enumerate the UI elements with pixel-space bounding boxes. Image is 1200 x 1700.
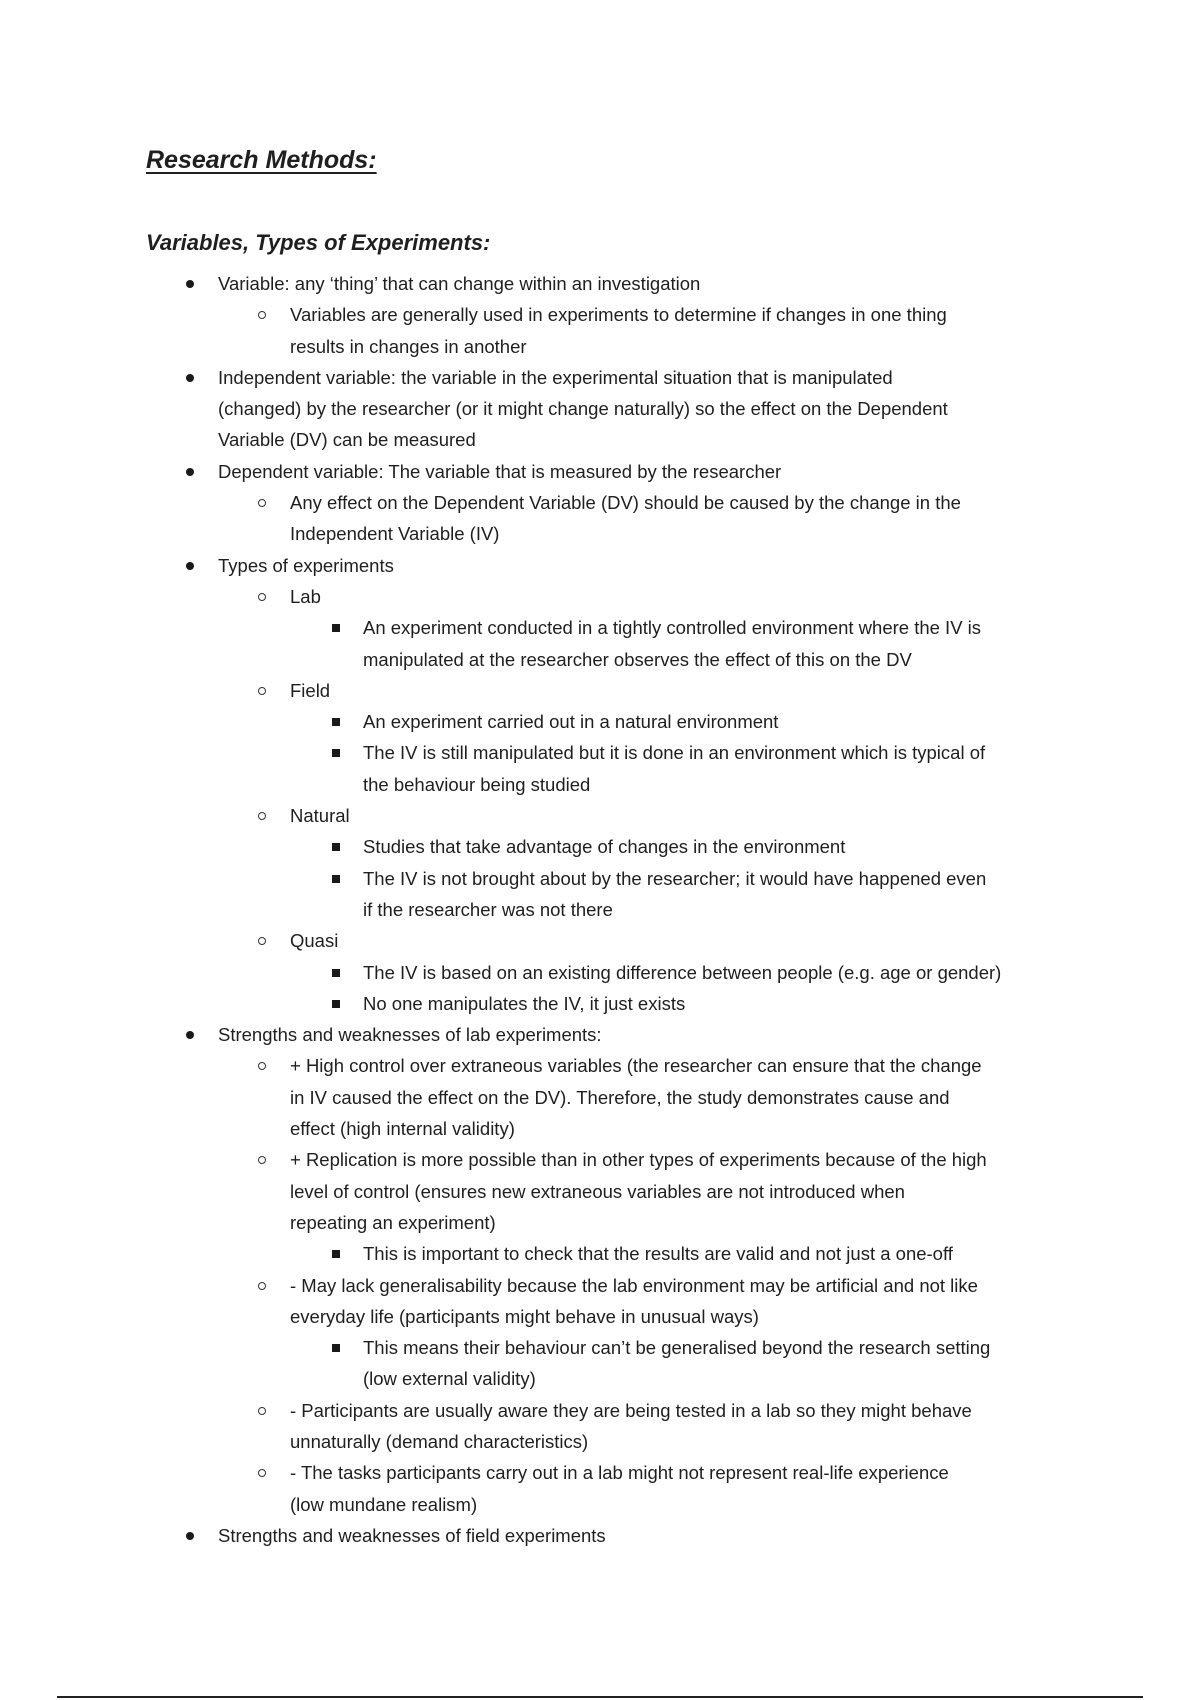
list-item-text: (low external validity) [363,1368,536,1390]
list-item-text: Variable: any ‘thing’ that can change within an investigation [218,273,701,294]
bullet-square-icon [332,969,340,977]
list-item [0,612,1200,643]
bullet-circle-icon [258,937,266,945]
list-item-text: Variables are generally used in experiments to determine if changes in one thing [290,304,947,326]
list-item [0,268,1200,299]
list-item-continuation [0,1207,1200,1238]
list-item-text: Strengths and weaknesses of field experiments [218,1524,606,1546]
list-item-text: The IV is not brought about by the researcher; it would have happened even [363,867,987,889]
list-item-text: Variable (DV) can be measured [218,429,476,451]
list-item-continuation [0,1363,1200,1394]
list-item [0,362,1200,393]
list-item-text: Independent Variable (IV) [290,523,500,545]
list-item-text: Field [290,679,331,701]
list-item [0,1457,1200,1488]
bullet-square-icon [332,1000,340,1008]
list-item-text: unnaturally (demand characteristics) [290,1430,589,1452]
bullet-circle-icon [258,1062,266,1070]
bullet-circle-icon [258,1282,266,1290]
list-item [0,1332,1200,1363]
list-item-text: Natural [290,805,350,827]
list-item-text: No one manipulates the IV, it just exists [363,992,686,1014]
bullet-square-icon [332,1250,340,1258]
list-item [0,800,1200,831]
list-item-text: Independent variable: the variable in the experimental situation that is manipulated [218,366,893,388]
list-item-text: + High control over extraneous variables (the researcher can ensure that the change [290,1055,982,1077]
list-item-text: This means their behaviour can’t be generalised beyond the research setting [363,1337,991,1359]
bullet-square-icon [332,843,340,851]
list-item-text: - Participants are usually aware they are being tested in a lab so they might behave [290,1399,972,1421]
section-heading: Variables, Types of Experiments: [146,230,491,255]
list-item-continuation [0,644,1200,675]
list-item [0,550,1200,581]
list-item-continuation [0,769,1200,800]
list-item-continuation [0,894,1200,925]
bullet-circle-icon [258,812,266,820]
list-item-continuation [0,331,1200,362]
list-item-text: level of control (ensures new extraneous variables are not introduced when [290,1180,905,1202]
list-item-continuation [0,1113,1200,1144]
bullet-disc-icon [186,280,194,288]
list-item [0,925,1200,956]
list-item-text: An experiment carried out in a natural environment [363,711,779,733]
bullet-square-icon [332,718,340,726]
list-item-text: Any effect on the Dependent Variable (DV) should be caused by the change in the [290,492,961,514]
list-item-text: effect (high internal validity) [290,1118,515,1140]
list-item-text: Types of experiments [218,554,394,576]
list-item [0,456,1200,487]
bullet-circle-icon [258,1469,266,1477]
bullet-disc-icon [186,1031,194,1039]
list-item-text: results in changes in another [290,335,527,357]
list-item [0,581,1200,612]
list-item-text: This is important to check that the results are valid and not just a one-off [363,1243,953,1265]
list-item-continuation [0,393,1200,424]
list-item-continuation [0,1489,1200,1520]
list-item [0,1144,1200,1175]
list-item [0,1520,1200,1551]
page-title: Research Methods: [146,146,377,174]
list-item [0,1270,1200,1301]
list-item-text: Lab [290,585,321,607]
list-item [0,737,1200,768]
list-item [0,675,1200,706]
list-item [0,706,1200,737]
bullet-disc-icon [186,374,194,382]
list-item-text: + Replication is more possible than in other types of experiments because of the high [290,1149,987,1171]
bullet-circle-icon [258,1407,266,1415]
list-item [0,487,1200,518]
list-item [0,1238,1200,1269]
list-item-text: The IV is based on an existing difference between people (e.g. age or gender) [363,961,1002,983]
list-item-text: the behaviour being studied [363,773,591,795]
bullet-square-icon [332,1344,340,1352]
bullet-disc-icon [186,1532,194,1540]
list-item [0,831,1200,862]
list-item-text: The IV is still manipulated but it is done in an environment which is typical of [363,742,986,764]
list-item-text: repeating an experiment) [290,1211,496,1233]
bullet-list [0,268,1200,1551]
list-item-text: Strengths and weaknesses of lab experiments: [218,1024,602,1046]
list-item-continuation [0,424,1200,455]
list-item-text: manipulated at the researcher observes the effect of this on the DV [363,648,912,670]
list-item-text: (low mundane realism) [290,1493,478,1515]
list-item-text: Dependent variable: The variable that is measured by the researcher [218,460,782,482]
list-item-continuation [0,518,1200,549]
list-item-text: everyday life (participants might behave in unusual ways) [290,1305,759,1327]
list-item [0,1395,1200,1426]
list-item [0,1050,1200,1081]
list-item-text: if the researcher was not there [363,898,613,920]
bullet-circle-icon [258,499,266,507]
list-item [0,988,1200,1019]
footer-rule [57,1696,1143,1698]
list-item-continuation [0,1301,1200,1332]
list-item-text: - The tasks participants carry out in a lab might not represent real-life experience [290,1462,949,1484]
bullet-circle-icon [258,311,266,319]
list-item-text: An experiment conducted in a tightly controlled environment where the IV is [363,617,982,639]
bullet-circle-icon [258,1156,266,1164]
bullet-square-icon [332,749,340,757]
bullet-disc-icon [186,468,194,476]
list-item-continuation [0,1426,1200,1457]
list-item [0,863,1200,894]
bullet-square-icon [332,875,340,883]
list-item-text: (changed) by the researcher (or it might change naturally) so the effect on the Dependent [218,398,948,420]
list-item-text: Studies that take advantage of changes in the environment [363,836,846,858]
list-item [0,957,1200,988]
list-item-text: Quasi [290,930,339,952]
list-item-continuation [0,1082,1200,1113]
bullet-circle-icon [258,593,266,601]
list-item [0,1019,1200,1050]
list-item-text: - May lack generalisability because the lab environment may be artificial and not like [290,1274,978,1296]
list-item-text: in IV caused the effect on the DV). Therefore, the study demonstrates cause and [290,1086,950,1108]
list-item-continuation [0,1176,1200,1207]
bullet-square-icon [332,624,340,632]
bullet-circle-icon [258,687,266,695]
list-item [0,299,1200,330]
bullet-disc-icon [186,562,194,570]
